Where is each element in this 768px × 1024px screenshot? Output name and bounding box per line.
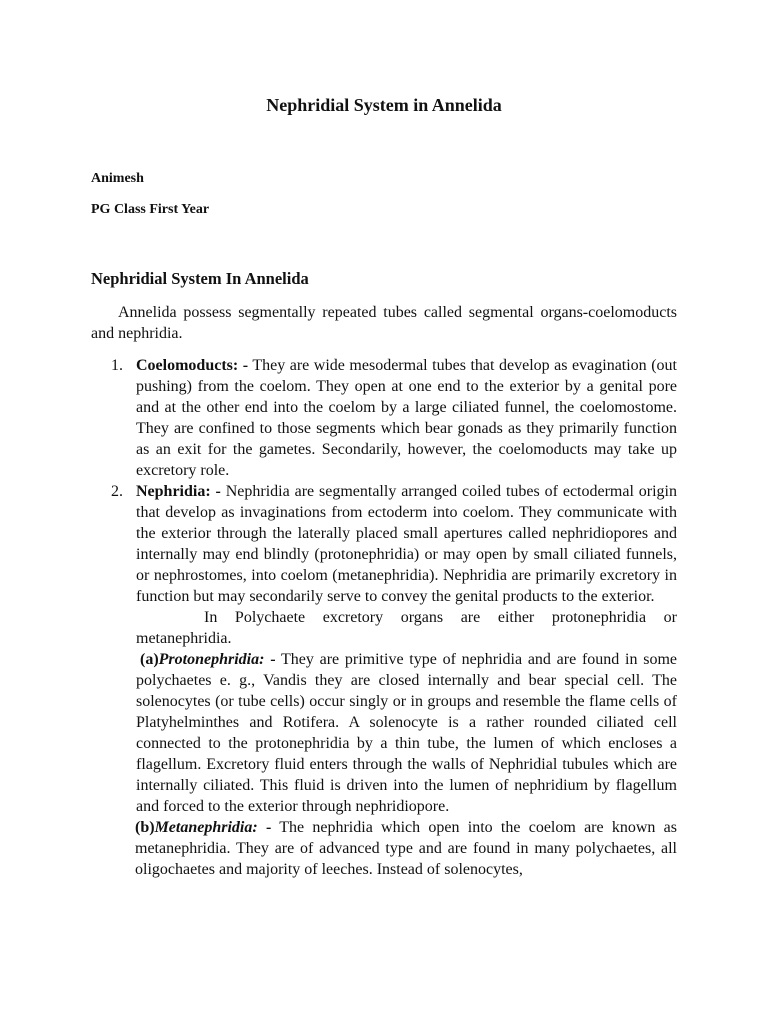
protonephridia-text: They are primitive type of nephridia and are found in some polychaetes e. g., Vandis they are closed internally and bear special cell. The solenocytes (or tube cells) occur singly or in groups and resemble the flame cells of Platyhelminthes and Rotifera. A solenocyte is a rather rounded ciliated cell connected to the protonephridia by a thin tube, the lumen of which encloses a flagellum. Excretory fluid enters through the walls of Nephridial tubules which are internally ciliated. This fluid is driven into the lumen of nephridium by flagellum and forced to the exterior through nephridiopore. [136,651,678,815]
term-nephridia: Nephridia: - [136,483,221,500]
nephridia-paragraph [136,481,677,607]
list-number: 1. [111,357,123,374]
document-title: Nephridial System in Annelida [266,95,502,115]
class-line: PG Class First Year [91,202,210,217]
metanephridia-paragraph [135,817,677,880]
list-item-coelomoducts [111,355,677,481]
polychaete-paragraph: In Polychaete excretory organs are either protonephridia or metanephridia. [136,609,677,647]
sub-b-dash: - [257,819,272,836]
coelomoducts-text: They are wide mesodermal tubes that develop as evagination (out pushing) from the coelom. They open at one end to the exterior by a genital pore and at the other end into the coelom by a large ciliated funnel, the coelomostome. They are confined to those segments which bear gonads as they primarily function as an exit for the gametes. Secondarily, however, the coelomoducts may take up excretory role. [136,357,677,479]
sub-a-dash: - [264,651,276,668]
metanephridia-text: The nephridia which open into the coelom are known as metanephridia. They are of advanced type and are found in many polychaetes, all oligochaetes and majority of leeches. Instead of solenocytes, [135,819,678,878]
section-heading: Nephridial System In Annelida [91,269,309,288]
nephridia-text: Nephridia are segmentally arranged coiled tubes of ectodermal origin that develop as invaginations from ectoderm into coelom. They communicate with the exterior through the laterally placed small apertures called nephridiopores and internally may end blindly (protonephridia) or may open by small ciliated funnels, or nephrostomes, into coelom (metanephridia). Nephridia are primarily excretory in function but may secondarily serve to convey the genital products to the exterior. [136,483,678,605]
protonephridia-paragraph [136,649,677,817]
numbered-list [111,355,678,880]
term-protonephridia: Protonephridia: [158,651,265,668]
coelomoducts-paragraph [136,355,677,481]
list-number: 2. [111,483,123,500]
term-metanephridia: Metanephridia: [154,819,258,836]
term-coelomoducts: Coelomoducts: - [136,357,249,374]
sub-b-prefix: (b) [135,819,155,836]
intro-paragraph: Annelida possess segmentally repeated tubes called segmental organs-coelomoducts and nephridia. [91,304,677,342]
author-name: Animesh [91,171,144,186]
list-item-nephridia [111,481,678,880]
sub-a-prefix: (a) [140,651,159,668]
